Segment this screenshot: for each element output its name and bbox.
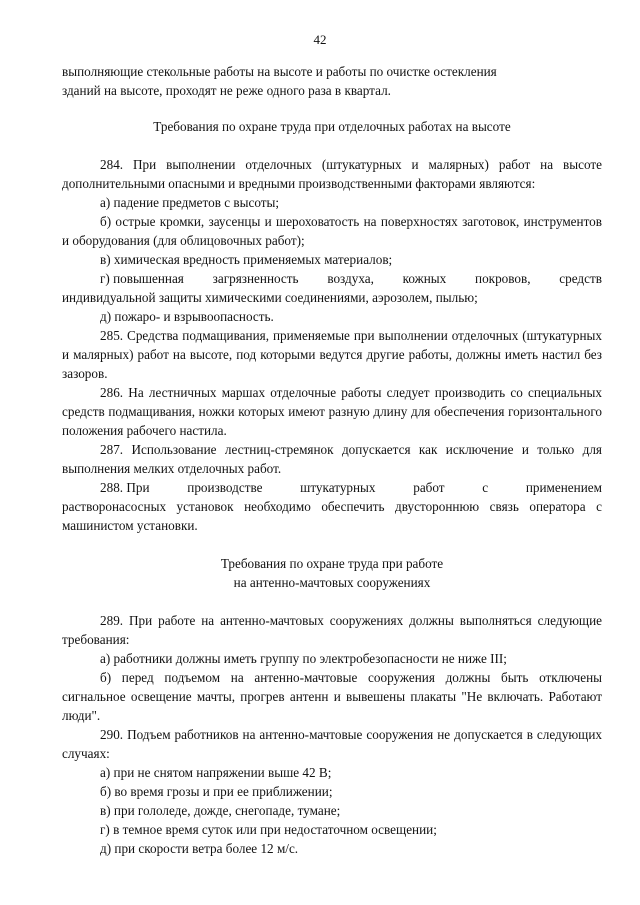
case-d: д) при скорости ветра более 12 м/с. <box>100 841 299 856</box>
paragraph-289: 289. При работе на антенно-мачтовых сооружениях должны выполняться следующие требования: <box>62 613 602 647</box>
list-item-g-rest: индивидуальной защиты химическими соединениями, аэрозолем, пылью; <box>62 290 478 305</box>
case-b: б) во время грозы и при ее приближении; <box>100 784 333 799</box>
list-item-b: б) острые кромки, заусенцы и шероховатость на поверхностях заготовок, инструментов и оборудования (для облицовочных работ); <box>62 214 602 248</box>
word: производстве <box>187 480 263 495</box>
list-item-g-first-line <box>62 269 602 288</box>
word: штукатурных <box>300 480 376 495</box>
word: г) повышенная <box>100 271 184 286</box>
paragraph-288-first-line <box>62 478 602 497</box>
document-body <box>62 62 602 858</box>
word: с <box>482 480 489 495</box>
list-item-d: д) пожаро- и взрывоопасность. <box>100 309 274 324</box>
word: загрязненность <box>212 271 299 286</box>
section-heading-line-2: на антенно-мачтовых сооружениях <box>233 575 431 590</box>
list-item-a: а) падение предметов с высоты; <box>100 195 280 210</box>
paragraph-284: 284. При выполнении отделочных (штукатурных и малярных) работ на высоте дополнительными опасными и вредными производственными факторами являются: <box>62 157 602 191</box>
word: покровов, <box>475 271 531 286</box>
list-item-g <box>62 269 602 307</box>
section-heading-finishing-works: Требования по охране труда при отделочных работах на высоте <box>153 119 511 134</box>
section-heading-line-1: Требования по охране труда при работе <box>220 556 444 571</box>
paragraph-285: 285. Средства подмащивания, применяемые при выполнении отделочных (штукатурных и малярных) работ на высоте, под которыми ведутся другие работы, должны иметь настил без зазоров. <box>62 328 602 381</box>
case-g: г) в темное время суток или при недостаточном освещении; <box>100 822 437 837</box>
intro-paragraph <box>62 62 602 100</box>
word: средств <box>559 271 602 286</box>
paragraph-287: 287. Использование лестниц-стремянок допускается как исключение и только для выполнения мелких отделочных работ. <box>62 442 602 476</box>
paragraph-286: 286. На лестничных маршах отделочные работы следует производить со специальных средств подмащивания, ножки которых имеют разную длину для обеспечения горизонтального положения рабочего настила. <box>62 385 602 438</box>
list-item-v: в) химическая вредность применяемых материалов; <box>100 252 393 267</box>
paragraph-288 <box>62 478 602 535</box>
word: применением <box>525 480 602 495</box>
requirement-b: б) перед подъемом на антенно-мачтовые сооружения должны быть отключены сигнальное освещение мачты, прогрев антенн и вывешены плакаты "Не включать. Работают люди". <box>62 670 602 723</box>
word: 288. При <box>100 480 150 495</box>
case-v: в) при гололеде, дожде, снегопаде, тумане; <box>100 803 341 818</box>
word: кожных <box>402 271 447 286</box>
word: воздуха, <box>327 271 374 286</box>
intro-line-1: выполняющие стекольные работы на высоте и работы по очистке остекления <box>62 64 497 79</box>
section-heading-antenna-works <box>62 554 602 592</box>
intro-line-2: зданий на высоте, проходят не реже одного раза в квартал. <box>62 83 391 98</box>
word: работ <box>413 480 445 495</box>
requirement-a: а) работники должны иметь группу по электробезопасности не ниже III; <box>100 651 507 666</box>
case-a: а) при не снятом напряжении выше 42 В; <box>100 765 332 780</box>
paragraph-290: 290. Подъем работников на антенно-мачтовые сооружения не допускается в следующих случаях: <box>62 727 602 761</box>
paragraph-288-rest: растворонасосных установок необходимо обеспечить двустороннюю связь оператора с машинистом установки. <box>62 499 602 533</box>
page-number: 42 <box>313 32 327 47</box>
